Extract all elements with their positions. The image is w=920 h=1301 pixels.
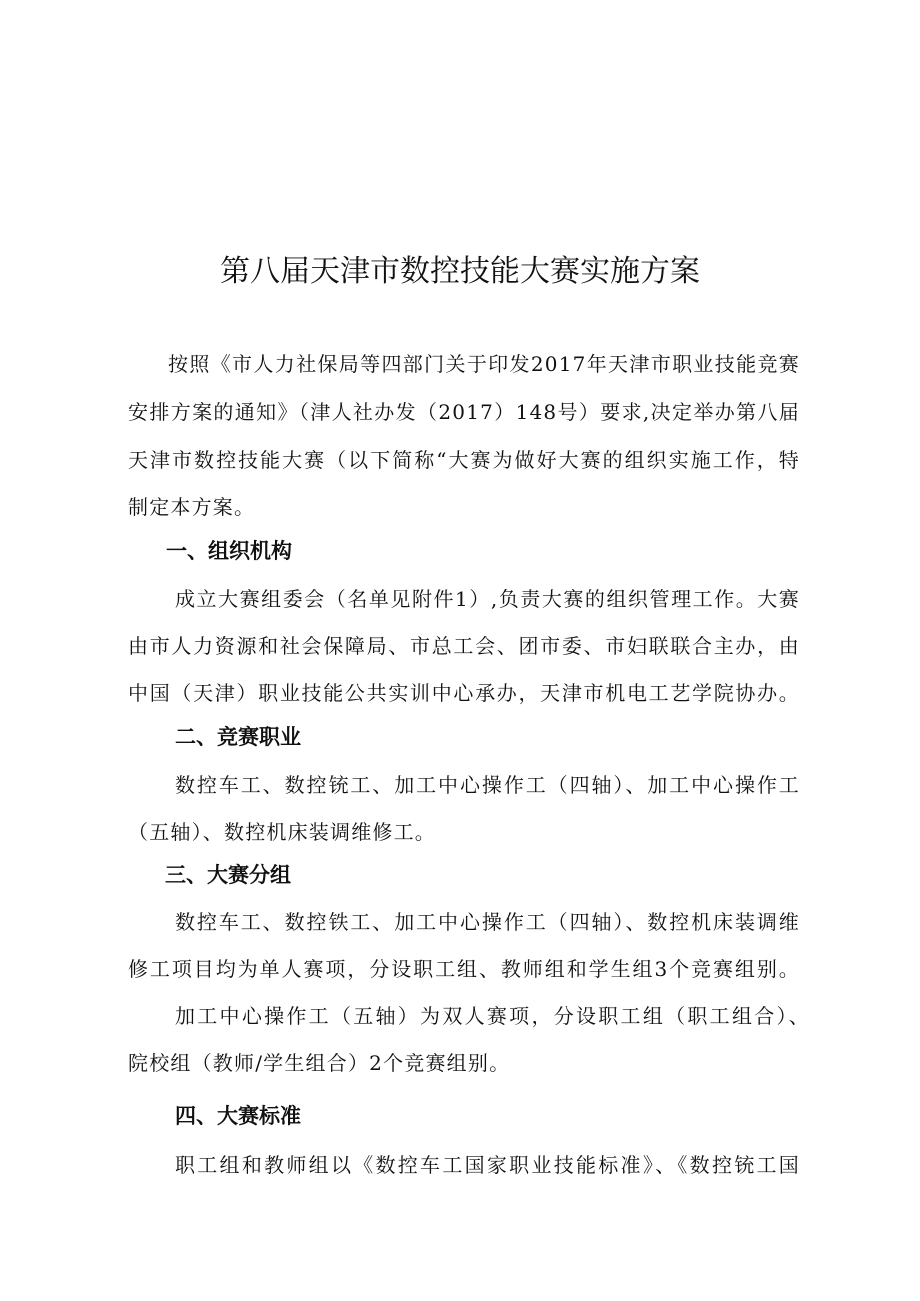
section-line: 数控车工、数控铳工、加工中心操作工（四轴）、加工中心操作工 — [175, 773, 800, 797]
intro-line: 天津市数控技能大赛（以下简称“大赛为做好大赛的组织实施工作，特 — [128, 448, 800, 472]
section-line: 由市人力资源和社会保障局、市总工会、团市委、市妇联联合主办，由 — [128, 634, 800, 658]
intro-line: 制定本方案。 — [128, 495, 256, 519]
section-line: 院校组（教师/学生组合）2个竞赛组别。 — [128, 1051, 511, 1075]
section-line: 中国（天津）职业技能公共实训中心承办，天津市机电工艺学院协办。 — [128, 681, 800, 705]
section-heading: 四、大赛标准 — [175, 1104, 301, 1128]
section-line: （五轴）、数控机床装调维修工。 — [128, 820, 436, 844]
section-line: 成立大赛组委会（名单见附件1）,负责大赛的组织管理工作。大赛 — [175, 587, 800, 611]
intro-line: 按照《市人力社保局等四部门关于印发2017年天津市职业技能竞赛 — [168, 352, 800, 376]
intro-line: 安排方案的通知》（津人社办发（2017）148号）要求,决定举办第八届 — [128, 400, 800, 424]
section-heading: 二、竞赛职业 — [175, 725, 301, 749]
document-title: 第八届天津市数控技能大赛实施方案 — [220, 254, 700, 289]
section-line: 职工组和教师组以《数控车工国家职业技能标准》、《数控铳工国 — [175, 1153, 800, 1177]
section-line: 数控车工、数控铁工、加工中心操作工（四轴）、数控机床装调维 — [175, 910, 800, 934]
section-heading: 三、大赛分组 — [165, 863, 291, 887]
section-heading: 一、组织机构 — [166, 539, 292, 563]
section-line: 修工项目均为单人赛项，分设职工组、教师组和学生组3个竞赛组别。 — [128, 957, 800, 981]
section-line: 加工中心操作工（五轴）为双人赛项，分设职工组（职工组合）、 — [175, 1004, 810, 1028]
